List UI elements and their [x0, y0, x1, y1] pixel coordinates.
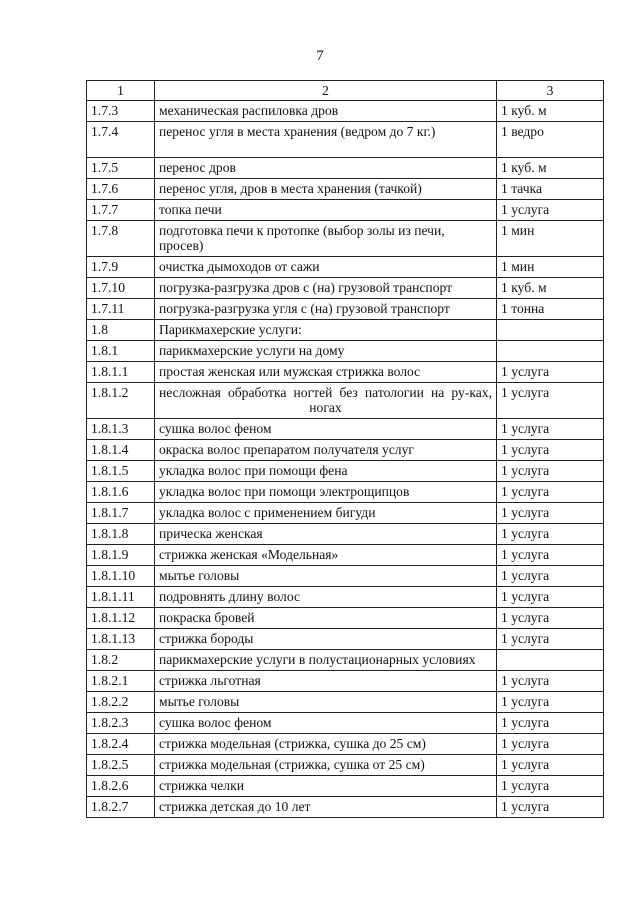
table-row: [87, 755, 604, 776]
service-description-cell: стрижка женская «Модельная»: [155, 545, 497, 566]
table-row: [87, 179, 604, 200]
unit-cell: 1 услуга: [497, 755, 604, 776]
service-description-cell: Парикмахерские услуги:: [155, 320, 497, 341]
unit-cell: 1 услуга: [497, 545, 604, 566]
unit-cell: 1 услуга: [497, 362, 604, 383]
table-row: [87, 101, 604, 122]
row-number-cell: 1.7.4: [87, 122, 155, 158]
unit-cell: 1 куб. м: [497, 101, 604, 122]
table-row: [87, 503, 604, 524]
table-row: [87, 566, 604, 587]
service-description-cell: мытье головы: [155, 566, 497, 587]
table-row: [87, 221, 604, 257]
service-description-cell: погрузка-разгрузка угля с (на) грузовой транспорт: [155, 299, 497, 320]
table-row: [87, 713, 604, 734]
row-number-cell: 1.8.2.4: [87, 734, 155, 755]
row-number-cell: 1.8.2.7: [87, 797, 155, 818]
row-number-cell: 1.8.1.12: [87, 608, 155, 629]
table-row: [87, 797, 604, 818]
unit-cell: [497, 341, 604, 362]
service-description-cell: сушка волос феном: [155, 713, 497, 734]
unit-cell: 1 куб. м: [497, 278, 604, 299]
table-row: [87, 734, 604, 755]
unit-cell: 1 услуга: [497, 587, 604, 608]
unit-cell: 1 услуга: [497, 629, 604, 650]
service-description-cell: мытье головы: [155, 692, 497, 713]
unit-cell: 1 куб. м: [497, 158, 604, 179]
service-description-cell: подготовка печи к протопке (выбор золы из печи, просев): [155, 221, 497, 257]
service-description-cell: стрижка льготная: [155, 671, 497, 692]
unit-cell: 1 услуга: [497, 383, 604, 419]
unit-cell: 1 ведро: [497, 122, 604, 158]
row-number-cell: 1.7.9: [87, 257, 155, 278]
service-description-cell: стрижка бороды: [155, 629, 497, 650]
unit-cell: 1 услуга: [497, 419, 604, 440]
table-row: [87, 419, 604, 440]
service-description-cell: погрузка-разгрузка дров с (на) грузовой транспорт: [155, 278, 497, 299]
unit-cell: 1 услуга: [497, 734, 604, 755]
unit-cell: 1 мин: [497, 221, 604, 257]
unit-cell: 1 услуга: [497, 524, 604, 545]
service-description-cell: топка печи: [155, 200, 497, 221]
row-number-cell: 1.7.10: [87, 278, 155, 299]
row-number-cell: 1.8.1.7: [87, 503, 155, 524]
column-header-service: 2: [155, 81, 497, 101]
table-row: [87, 383, 604, 419]
row-number-cell: 1.8.2.1: [87, 671, 155, 692]
unit-cell: 1 услуга: [497, 692, 604, 713]
service-description-cell: перенос угля в места хранения (ведром до 7 кг.): [155, 122, 497, 158]
service-description-cell: механическая распиловка дров: [155, 101, 497, 122]
service-description-cell: сушка волос феном: [155, 419, 497, 440]
service-description-cell: укладка волос при помощи фена: [155, 461, 497, 482]
service-description-cell: перенос дров: [155, 158, 497, 179]
service-description-cell: простая женская или мужская стрижка волос: [155, 362, 497, 383]
row-number-cell: 1.8.1.6: [87, 482, 155, 503]
service-description-cell: окраска волос препаратом получателя услуг: [155, 440, 497, 461]
table-row: [87, 671, 604, 692]
unit-cell: 1 услуга: [497, 713, 604, 734]
row-number-cell: 1.7.3: [87, 101, 155, 122]
service-description-cell: парикмахерские услуги на дому: [155, 341, 497, 362]
table-body: [87, 101, 604, 818]
row-number-cell: 1.8.1.1: [87, 362, 155, 383]
row-number-cell: 1.8.2.6: [87, 776, 155, 797]
unit-cell: 1 услуга: [497, 200, 604, 221]
unit-cell: 1 тонна: [497, 299, 604, 320]
row-number-cell: 1.8.1.10: [87, 566, 155, 587]
service-description-cell: прическа женская: [155, 524, 497, 545]
table-row: [87, 299, 604, 320]
row-number-cell: 1.7.11: [87, 299, 155, 320]
service-description-cell: подровнять длину волос: [155, 587, 497, 608]
row-number-cell: 1.8.2.3: [87, 713, 155, 734]
row-number-cell: 1.8.1.5: [87, 461, 155, 482]
table-row: [87, 257, 604, 278]
row-number-cell: 1.8.2: [87, 650, 155, 671]
table-row: [87, 650, 604, 671]
row-number-cell: 1.8.1.9: [87, 545, 155, 566]
table-row: [87, 320, 604, 341]
table-row: [87, 461, 604, 482]
service-description-cell: несложная обработка ногтей без патологии на ру-ках, ногах: [155, 383, 497, 419]
service-description-cell: покраска бровей: [155, 608, 497, 629]
row-number-cell: 1.8.1.3: [87, 419, 155, 440]
table-row: [87, 158, 604, 179]
table-row: [87, 122, 604, 158]
unit-cell: 1 услуга: [497, 671, 604, 692]
row-number-cell: 1.8.2.5: [87, 755, 155, 776]
page-number: 7: [316, 48, 324, 64]
unit-cell: 1 услуга: [497, 776, 604, 797]
service-description-cell: укладка волос при помощи электрощипцов: [155, 482, 497, 503]
table-row: [87, 608, 604, 629]
unit-cell: [497, 320, 604, 341]
table-row: [87, 362, 604, 383]
table-row: [87, 587, 604, 608]
services-table: [86, 80, 604, 818]
unit-cell: 1 услуга: [497, 503, 604, 524]
service-description-cell: стрижка модельная (стрижка, сушка от 25 см): [155, 755, 497, 776]
table-row: [87, 341, 604, 362]
service-description-cell: стрижка модельная (стрижка, сушка до 25 см): [155, 734, 497, 755]
unit-cell: 1 мин: [497, 257, 604, 278]
unit-cell: 1 услуга: [497, 566, 604, 587]
service-description-cell: парикмахерские услуги в полустационарных условиях: [155, 650, 497, 671]
table-header-row: [87, 81, 604, 101]
column-header-number: 1: [87, 81, 155, 101]
unit-cell: 1 услуга: [497, 608, 604, 629]
table-row: [87, 545, 604, 566]
service-description-cell: стрижка детская до 10 лет: [155, 797, 497, 818]
row-number-cell: 1.7.5: [87, 158, 155, 179]
row-number-cell: 1.8.1.4: [87, 440, 155, 461]
row-number-cell: 1.8.1.11: [87, 587, 155, 608]
service-description-cell: очистка дымоходов от сажи: [155, 257, 497, 278]
row-number-cell: 1.8.2.2: [87, 692, 155, 713]
row-number-cell: 1.7.8: [87, 221, 155, 257]
table-row: [87, 629, 604, 650]
table-row: [87, 278, 604, 299]
unit-cell: 1 услуга: [497, 482, 604, 503]
unit-cell: 1 услуга: [497, 797, 604, 818]
row-number-cell: 1.8.1.13: [87, 629, 155, 650]
table-row: [87, 440, 604, 461]
service-description-cell: перенос угля, дров в места хранения (тачкой): [155, 179, 497, 200]
row-number-cell: 1.8.1.8: [87, 524, 155, 545]
row-number-cell: 1.7.7: [87, 200, 155, 221]
table-row: [87, 692, 604, 713]
table-row: [87, 776, 604, 797]
unit-cell: [497, 650, 604, 671]
unit-cell: 1 тачка: [497, 179, 604, 200]
service-description-cell: укладка волос с применением бигуди: [155, 503, 497, 524]
table-row: [87, 200, 604, 221]
unit-cell: 1 услуга: [497, 440, 604, 461]
service-description-cell: стрижка челки: [155, 776, 497, 797]
table-row: [87, 524, 604, 545]
row-number-cell: 1.8: [87, 320, 155, 341]
table-row: [87, 482, 604, 503]
row-number-cell: 1.8.1.2: [87, 383, 155, 419]
row-number-cell: 1.8.1: [87, 341, 155, 362]
row-number-cell: 1.7.6: [87, 179, 155, 200]
unit-cell: 1 услуга: [497, 461, 604, 482]
column-header-unit: 3: [497, 81, 604, 101]
